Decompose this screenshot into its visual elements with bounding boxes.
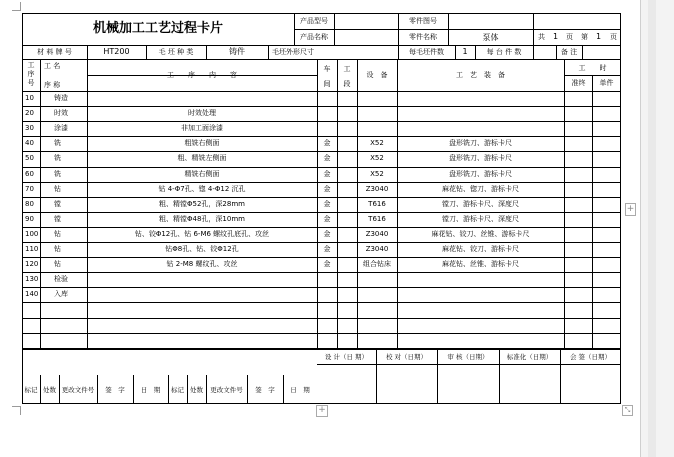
op-content: 粗、精镗Φ52孔，深28mm bbox=[159, 200, 245, 208]
op-name: 钻 bbox=[54, 260, 61, 268]
rule bbox=[620, 13, 621, 404]
op-number: 70 bbox=[25, 185, 34, 193]
blank-type-value: 铸件 bbox=[229, 47, 245, 56]
op-workshop: 金 bbox=[323, 200, 331, 208]
op-number: 110 bbox=[25, 245, 39, 253]
rev-date-label-2: 日 期 bbox=[290, 386, 310, 394]
op-workshop: 金 bbox=[323, 154, 331, 162]
op-number: 130 bbox=[25, 275, 39, 283]
op-content: 粗、精铣左侧面 bbox=[177, 154, 227, 162]
rev-mark-label-2: 标记 bbox=[171, 386, 184, 394]
op-content: 粗铣右侧面 bbox=[184, 139, 220, 147]
row-rule bbox=[22, 257, 621, 258]
op-number: 40 bbox=[25, 139, 34, 147]
col-section-1: 工 bbox=[343, 65, 351, 73]
col-section-2: 段 bbox=[343, 80, 351, 88]
row-rule bbox=[22, 106, 621, 107]
op-workshop: 金 bbox=[323, 215, 331, 223]
op-number: 60 bbox=[25, 170, 34, 178]
material-label: 材 料 牌 号 bbox=[37, 48, 72, 56]
pieces-per-unit-label: 每 台 件 数 bbox=[486, 48, 522, 56]
part-name-label: 零件名称 bbox=[409, 33, 437, 41]
op-name: 镗 bbox=[54, 200, 61, 208]
rule bbox=[22, 13, 621, 14]
rule bbox=[317, 364, 621, 365]
op-name: 镗 bbox=[54, 215, 61, 223]
col-workshop-1: 车 bbox=[323, 65, 331, 73]
op-equipment: Z3040 bbox=[365, 245, 389, 253]
page-edge bbox=[640, 0, 641, 457]
sign-standardize-label: 标准化（日期） bbox=[506, 353, 553, 361]
row-rule bbox=[22, 227, 621, 228]
op-number: 90 bbox=[25, 215, 34, 223]
blank-size-label: 毛坯外形尺寸 bbox=[272, 48, 314, 56]
row-rule bbox=[22, 272, 621, 273]
part-name-value: 泵体 bbox=[482, 33, 499, 42]
add-row-icon[interactable]: + bbox=[316, 405, 328, 417]
op-number: 120 bbox=[25, 260, 39, 268]
op-tooling: 盘形铣刀、游标卡尺 bbox=[449, 170, 512, 178]
op-name: 检验 bbox=[54, 275, 68, 283]
op-content: 时效处理 bbox=[188, 109, 216, 117]
op-name: 入库 bbox=[54, 290, 68, 298]
sign-countersign-label: 会 签（日期） bbox=[569, 353, 612, 361]
rule bbox=[40, 59, 41, 349]
rule bbox=[268, 45, 269, 59]
row-rule bbox=[22, 287, 621, 288]
op-tooling: 盘形铣刀、游标卡尺 bbox=[449, 154, 512, 162]
op-tooling: 麻花钻、铰刀、游标卡尺 bbox=[442, 245, 519, 253]
total-pages-label: 共 bbox=[538, 33, 545, 41]
table-resize-icon[interactable]: ⤡ bbox=[622, 405, 633, 416]
rule bbox=[22, 403, 621, 404]
op-number: 140 bbox=[25, 290, 39, 298]
op-workshop: 金 bbox=[323, 185, 331, 193]
product-model-label: 产品型号 bbox=[300, 17, 328, 25]
page-number-unit: 页 bbox=[610, 33, 617, 41]
rule bbox=[533, 13, 534, 45]
op-number: 100 bbox=[25, 230, 39, 238]
sign-proofread-label: 校 对（日期） bbox=[385, 353, 428, 361]
rule bbox=[22, 349, 621, 350]
op-content: 粗、精镗Φ48孔，深10mm bbox=[159, 215, 245, 223]
op-tooling: 镗刀、游标卡尺、深度尺 bbox=[442, 215, 519, 223]
op-equipment: X52 bbox=[370, 170, 384, 178]
rev-change-doc-label-2: 更改文件号 bbox=[210, 386, 243, 394]
op-equipment: Z3040 bbox=[365, 185, 389, 193]
row-rule bbox=[22, 318, 621, 319]
rule bbox=[533, 45, 534, 59]
op-number: 30 bbox=[25, 124, 34, 132]
row-rule bbox=[22, 333, 621, 334]
rev-date-label: 日 期 bbox=[140, 386, 161, 394]
row-rule bbox=[22, 182, 621, 183]
op-content: 非加工面涂漆 bbox=[181, 124, 223, 132]
op-equipment: Z3040 bbox=[365, 230, 389, 238]
op-content: 钻 2-M8 螺纹孔、攻丝 bbox=[166, 260, 238, 268]
op-equipment: T616 bbox=[368, 215, 386, 223]
rule bbox=[334, 13, 335, 45]
op-tooling: 麻花钻、丝锥、游标卡尺 bbox=[442, 260, 519, 268]
rule bbox=[22, 59, 621, 60]
remarks-label: 备 注 bbox=[560, 48, 578, 56]
op-workshop: 金 bbox=[323, 230, 331, 238]
rev-signature-label: 签 字 bbox=[105, 386, 125, 394]
rule bbox=[582, 45, 583, 59]
crop-mark-bottom-left bbox=[12, 406, 21, 415]
row-rule bbox=[22, 121, 621, 122]
product-name-label: 产品名称 bbox=[300, 33, 328, 41]
op-workshop: 金 bbox=[323, 245, 331, 253]
col-workshop-2: 间 bbox=[323, 80, 331, 88]
op-name: 钻 bbox=[54, 185, 61, 193]
pieces-per-blank-value: 1 bbox=[462, 47, 468, 56]
col-op-content: 工 序 内 容 bbox=[167, 71, 237, 79]
rule bbox=[22, 91, 621, 92]
row-rule bbox=[22, 136, 621, 137]
rule bbox=[564, 59, 565, 349]
op-number: 80 bbox=[25, 200, 34, 208]
rule bbox=[294, 29, 621, 30]
op-number: 10 bbox=[25, 94, 34, 102]
op-workshop: 金 bbox=[323, 260, 331, 268]
rule bbox=[337, 59, 338, 349]
rev-change-doc-label: 更改文件号 bbox=[61, 386, 95, 394]
op-equipment: 组合钻床 bbox=[363, 260, 391, 268]
col-op-name-1: 工 名 bbox=[44, 62, 61, 70]
pieces-per-blank-label: 每毛坯件数 bbox=[409, 48, 444, 56]
rev-signature-label-2: 签 字 bbox=[255, 386, 275, 394]
op-name: 钻 bbox=[54, 245, 61, 253]
op-tooling: 镗刀、游标卡尺、深度尺 bbox=[442, 200, 519, 208]
blank-type-label: 毛 坯 种 类 bbox=[158, 48, 194, 56]
op-equipment: T616 bbox=[368, 200, 386, 208]
op-content: 精铣右侧面 bbox=[184, 170, 220, 178]
rev-place-count-label: 处数 bbox=[43, 386, 56, 394]
row-rule bbox=[22, 151, 621, 152]
vertical-scrollbar[interactable] bbox=[648, 0, 656, 457]
col-equipment: 设 备 bbox=[366, 71, 388, 79]
material-value: HT200 bbox=[103, 47, 130, 56]
add-column-icon[interactable]: + bbox=[626, 204, 635, 214]
total-pages-unit: 页 bbox=[566, 33, 573, 41]
op-name: 钻 bbox=[54, 230, 61, 238]
op-equipment: X52 bbox=[370, 139, 384, 147]
rev-mark-label: 标记 bbox=[24, 386, 38, 394]
row-rule bbox=[22, 212, 621, 213]
row-rule bbox=[22, 242, 621, 243]
col-time: 工 时 bbox=[578, 64, 607, 72]
op-name: 铣 bbox=[54, 139, 61, 147]
rev-place-count-label-2: 处数 bbox=[190, 386, 203, 394]
col-tooling: 工 艺 装 备 bbox=[456, 71, 505, 79]
col-prep-time: 准终 bbox=[571, 79, 586, 87]
page-number-value: 1 bbox=[596, 32, 602, 41]
col-op-no-1: 工 bbox=[27, 61, 35, 69]
total-pages-value: 1 bbox=[553, 32, 559, 41]
op-name: 涂漆 bbox=[54, 124, 68, 132]
op-content: 钻 4-Φ7孔、锪 4-Φ12 沉孔 bbox=[158, 185, 246, 193]
row-rule bbox=[22, 302, 621, 303]
sign-design-label: 设 计（日 期） bbox=[324, 353, 369, 361]
row-rule bbox=[22, 197, 621, 198]
op-content: 钻、铰Φ12孔、钻 6-M6 螺纹孔底孔、攻丝 bbox=[134, 230, 270, 238]
op-content: 钻Φ8孔、钻、铰Φ12孔 bbox=[165, 245, 239, 253]
page-title: 机械加工工艺过程卡片 bbox=[92, 21, 223, 36]
col-unit-time: 单件 bbox=[599, 79, 614, 87]
page-number-label: 第 bbox=[581, 33, 588, 41]
op-workshop: 金 bbox=[323, 170, 331, 178]
col-op-no-2: 序 bbox=[27, 70, 35, 78]
part-drawing-label: 零件图号 bbox=[409, 17, 437, 25]
op-name: 铣 bbox=[54, 154, 61, 162]
op-tooling: 盘形铣刀、游标卡尺 bbox=[449, 139, 512, 147]
op-number: 50 bbox=[25, 154, 34, 162]
crop-mark-top-left bbox=[12, 2, 21, 11]
row-rule bbox=[22, 167, 621, 168]
op-name: 铣 bbox=[54, 170, 61, 178]
rule bbox=[22, 45, 621, 46]
op-tooling: 麻花钻、铰刀、丝锥、游标卡尺 bbox=[431, 230, 530, 238]
op-tooling: 麻花钻、锪刀、游标卡尺 bbox=[442, 185, 519, 193]
op-workshop: 金 bbox=[323, 139, 331, 147]
col-op-name-2: 序 称 bbox=[44, 81, 61, 89]
op-equipment: X52 bbox=[370, 154, 384, 162]
op-name: 铸造 bbox=[54, 94, 68, 102]
col-op-no-3: 号 bbox=[27, 79, 35, 87]
sign-review-label: 审 核（日期） bbox=[447, 353, 489, 361]
op-name: 时效 bbox=[54, 109, 68, 117]
op-number: 20 bbox=[25, 109, 34, 117]
